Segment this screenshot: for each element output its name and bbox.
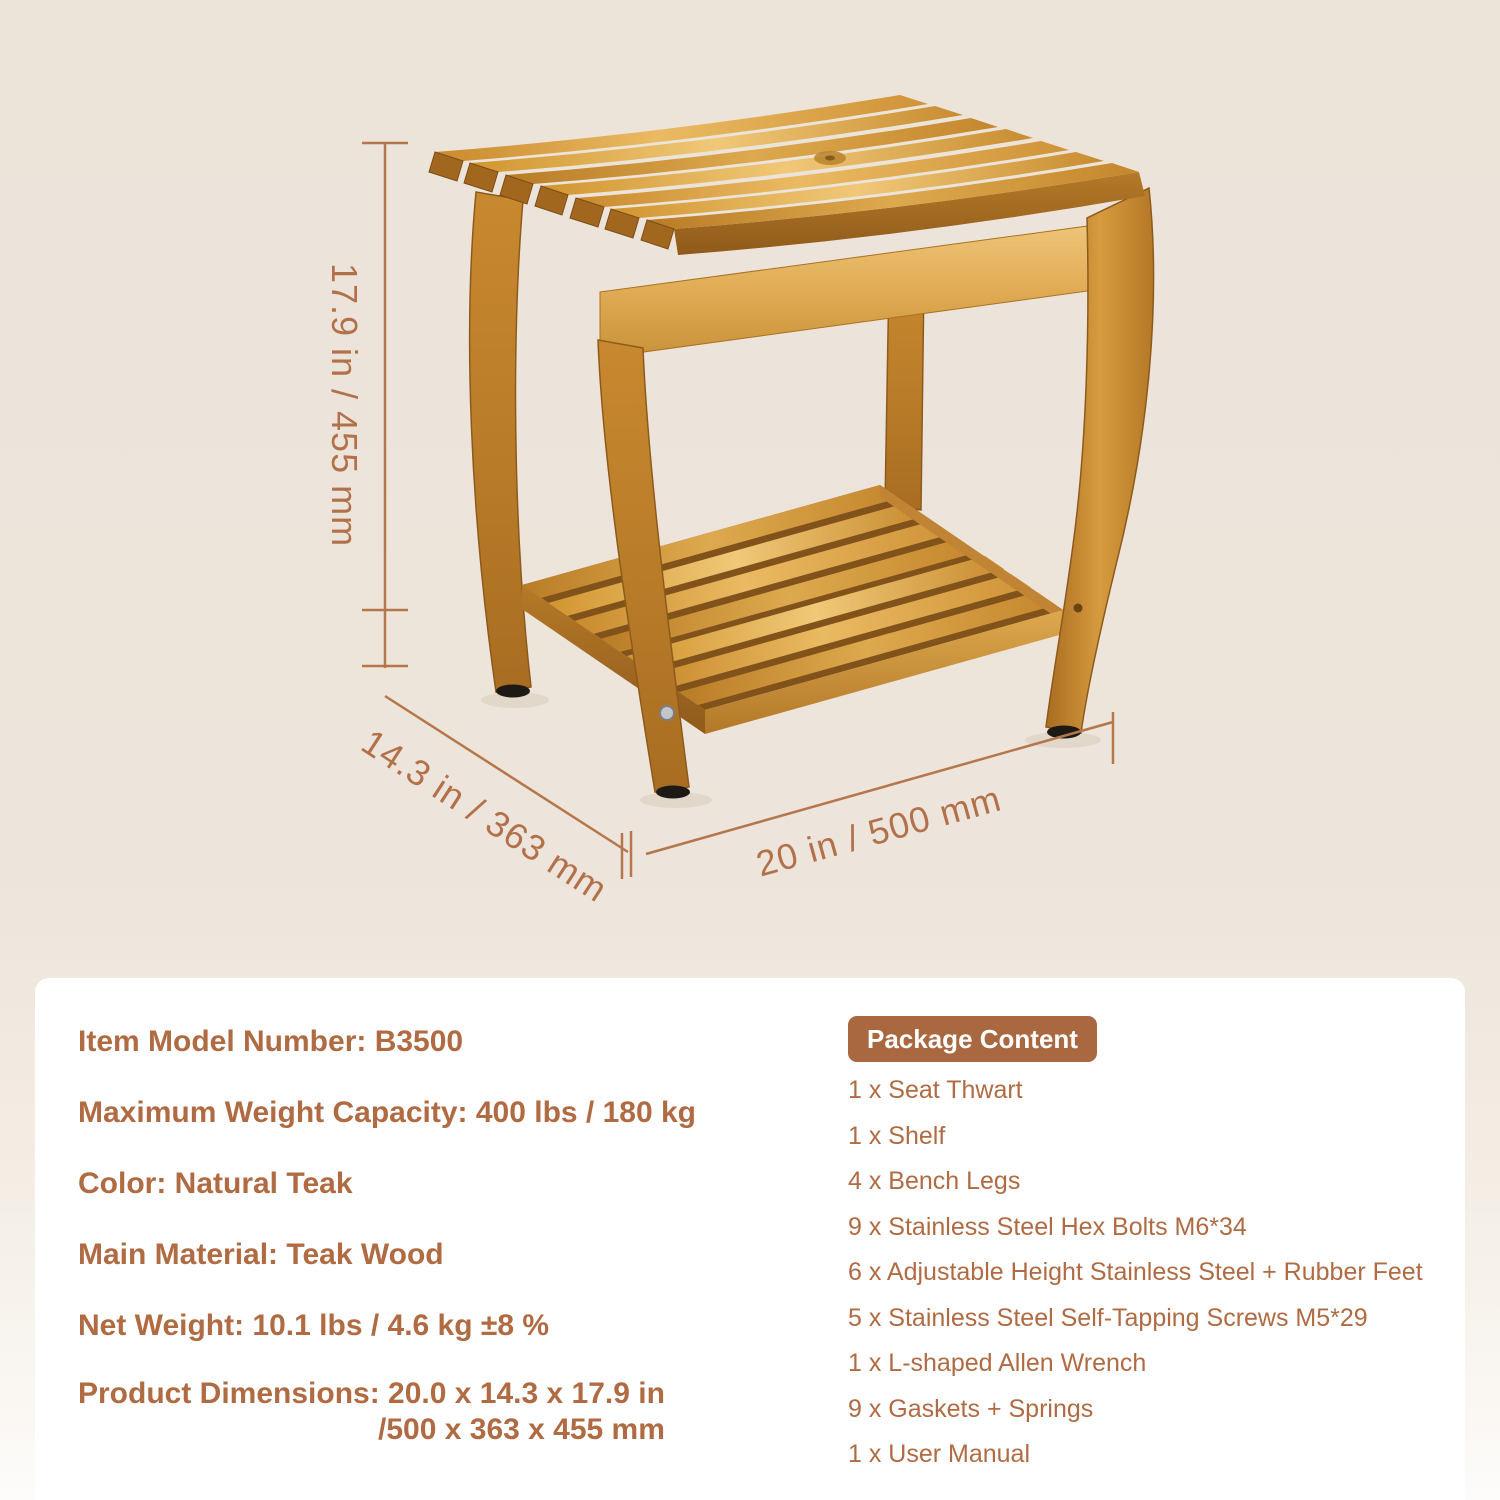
bench-seat [429, 95, 1145, 255]
package-item-shelf: 1 x Shelf [848, 1121, 946, 1150]
bench-shelf [522, 485, 1063, 734]
package-item-hex-bolts: 9 x Stainless Steel Hex Bolts M6*34 [848, 1212, 1247, 1241]
height-dimension-label: 17.9 in / 455 mm [324, 262, 365, 548]
hex-bolt [660, 706, 674, 720]
package-item-allen-wrench: 1 x L-shaped Allen Wrench [848, 1349, 1147, 1377]
package-item-seat-thwart: 1 x Seat Thwart [848, 1076, 1023, 1104]
spec-product-dimensions-inch: Product Dimensions: 20.0 x 14.3 x 17.9 in [78, 1377, 665, 1410]
package-item-user-manual: 1 x User Manual [848, 1440, 1031, 1468]
spec-material: Main Material: Teak Wood [78, 1238, 444, 1271]
rubber-foot [656, 786, 690, 799]
screw-hole [1074, 604, 1083, 613]
depth-dimension-label: 14.3 in / 363 mm [354, 720, 616, 911]
spec-color: Color: Natural Teak [78, 1167, 353, 1200]
bench-illustration [429, 95, 1154, 808]
package-content-badge: Package Content [848, 1016, 1097, 1062]
spec-product-dimensions [78, 1378, 665, 1446]
package-item-feet: 6 x Adjustable Height Stainless Steel + Rubber Feet [848, 1258, 1423, 1286]
package-item-bench-legs: 4 x Bench Legs [848, 1167, 1021, 1195]
package-item-gaskets: 9 x Gaskets + Springs [848, 1394, 1094, 1423]
bench-leg-back-left [470, 192, 531, 698]
package-content-list [848, 1068, 1448, 1478]
spec-weight-capacity: Maximum Weight Capacity: 400 lbs / 180 kg [78, 1096, 696, 1129]
width-dimension-label: 20 in / 500 mm [751, 777, 1006, 885]
spec-model-number: Item Model Number: B3500 [78, 1025, 464, 1058]
wood-knot-center [825, 156, 835, 161]
spec-net-weight: Net Weight: 10.1 lbs / 4.6 kg ±8 % [78, 1309, 550, 1342]
spec-product-dimensions-metric: /500 x 363 x 455 mm [378, 1413, 665, 1446]
rubber-foot [496, 685, 530, 698]
package-item-screws: 5 x Stainless Steel Self-Tapping Screws M5*29 [848, 1303, 1368, 1332]
